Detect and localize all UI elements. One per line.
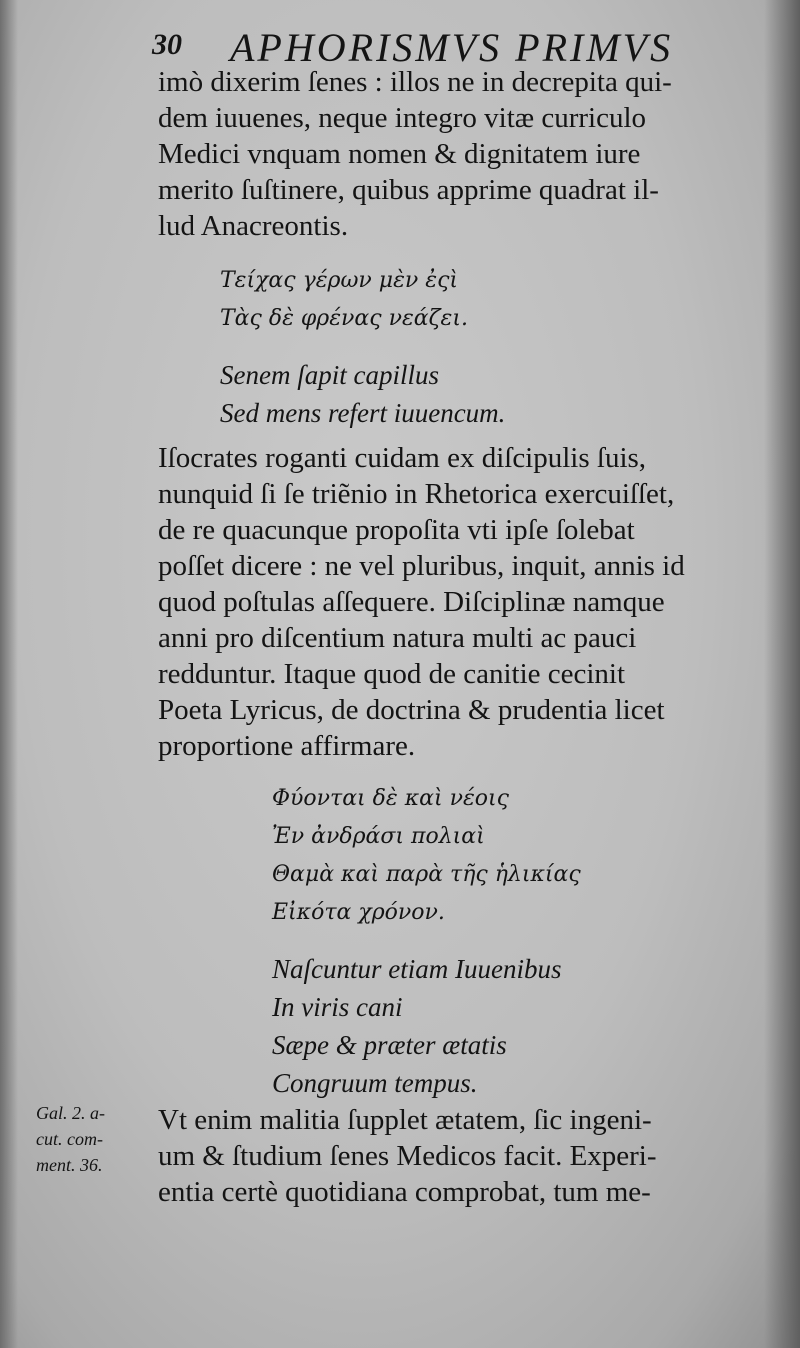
verse-line: Naſcuntur etiam Iuuenibus <box>272 954 562 984</box>
margin-line: cut. com- <box>36 1129 103 1149</box>
page-number: 30 <box>152 28 182 61</box>
paragraph-1: imò dixerim ſenes : illos ne in decrepita qui- dem iuuenes, neque integro vitæ curriculo Medici vnquam nomen & dignitatem iure merito ſuſtinere, quibus apprime quadrat il- lud Anacreontis. <box>158 66 672 242</box>
latin-verse-2 <box>272 950 561 1102</box>
verse-line: Ἐν ἀνδράσι πολιαὶ <box>272 824 485 849</box>
marginal-note <box>36 1100 105 1178</box>
verse-line: Εἰκότα χρόνον. <box>272 900 445 925</box>
verse-line: Τείχας γέρων μὲν ἐςὶ <box>220 268 459 293</box>
running-head: APHORISMVS PRIMVS <box>230 25 674 70</box>
margin-line: ment. 36. <box>36 1155 103 1175</box>
verse-line: Θαμὰ καὶ παρὰ τῆς ἡλικίας <box>272 862 581 887</box>
greek-verse-1 <box>220 262 468 338</box>
verse-line: Φύονται δὲ καὶ νέοις <box>272 786 509 811</box>
paragraph-2: Iſocrates roganti cuidam ex diſcipulis ſuis, nunquid ſi ſe triẽnio in Rhetorica exercuiſſet, de re quacunque propoſita vti ipſe ſolebat poſſet dicere : ne vel pluribus, inquit, annis id quod poſtulas aſſequere. Diſciplinæ namque anni pro diſcentium natura multi ac pauci redduntur. Itaque quod de canitie cecinit Poeta Lyricus, de doctrina & prudentia licet proportione affirmare. <box>158 442 685 762</box>
paragraph-3: Vt enim malitia ſupplet ætatem, ſic ingeni- um & ſtudium ſenes Medicos facit. Experi- entia certè quotidiana comprobat, tum me- <box>158 1104 657 1208</box>
verse-line: Senem ſapit capillus <box>220 360 439 390</box>
verse-line: In viris cani <box>272 992 403 1022</box>
verse-line: Sed mens refert iuuencum. <box>220 398 506 428</box>
page-header <box>148 18 708 68</box>
verse-line: Sæpe & præter ætatis <box>272 1030 507 1060</box>
verse-line: Congruum tempus. <box>272 1068 478 1098</box>
verse-line: Τὰς δὲ φρένας νεάζει. <box>220 306 468 331</box>
margin-line: Gal. 2. a- <box>36 1103 105 1123</box>
latin-verse-1 <box>220 356 505 432</box>
greek-verse-2 <box>272 780 581 932</box>
